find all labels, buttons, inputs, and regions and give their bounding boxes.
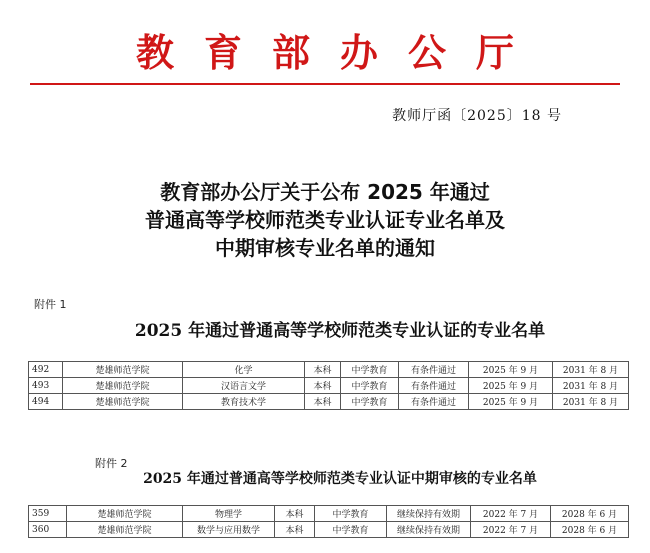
institution-name: 楚雄师范学院 bbox=[63, 394, 183, 410]
row-number: 360 bbox=[29, 522, 67, 538]
end-date: 2031 年 8 月 bbox=[553, 378, 629, 394]
attachment-2-title: 2025 年通过普通高等学校师范类专业认证中期审核的专业名单 bbox=[143, 471, 537, 487]
row-number: 359 bbox=[29, 506, 67, 522]
degree-level: 本科 bbox=[305, 362, 341, 378]
notice-title-line-2: 普通高等学校师范类专业认证专业名单及 bbox=[145, 208, 505, 232]
review-result: 继续保持有效期 bbox=[387, 506, 471, 522]
end-date: 2028 年 6 月 bbox=[551, 522, 629, 538]
institution-name: 楚雄师范学院 bbox=[67, 522, 183, 538]
education-level: 中学教育 bbox=[315, 506, 387, 522]
certification-result: 有条件通过 bbox=[399, 394, 469, 410]
table-row bbox=[29, 378, 629, 394]
row-number: 494 bbox=[29, 394, 63, 410]
institution-name: 楚雄师范学院 bbox=[67, 506, 183, 522]
certification-result: 有条件通过 bbox=[399, 362, 469, 378]
major-name: 汉语言文学 bbox=[183, 378, 305, 394]
certification-result: 有条件通过 bbox=[399, 378, 469, 394]
attachment-2-label: 附件 2 bbox=[95, 457, 128, 470]
red-divider-line bbox=[30, 83, 620, 85]
degree-level: 本科 bbox=[305, 394, 341, 410]
notice-title-line-3: 中期审核专业名单的通知 bbox=[215, 236, 435, 260]
major-name: 教育技术学 bbox=[183, 394, 305, 410]
major-name: 化学 bbox=[183, 362, 305, 378]
start-date: 2022 年 7 月 bbox=[471, 506, 551, 522]
end-date: 2028 年 6 月 bbox=[551, 506, 629, 522]
row-number: 493 bbox=[29, 378, 63, 394]
start-date: 2025 年 9 月 bbox=[469, 362, 553, 378]
notice-title bbox=[0, 178, 650, 262]
degree-level: 本科 bbox=[275, 506, 315, 522]
review-result: 继续保持有效期 bbox=[387, 522, 471, 538]
education-level: 中学教育 bbox=[341, 362, 399, 378]
education-level: 中学教育 bbox=[315, 522, 387, 538]
degree-level: 本科 bbox=[305, 378, 341, 394]
start-date: 2025 年 9 月 bbox=[469, 394, 553, 410]
major-name: 数学与应用数学 bbox=[183, 522, 275, 538]
table-row bbox=[29, 362, 629, 378]
education-level: 中学教育 bbox=[341, 378, 399, 394]
table-row bbox=[29, 522, 629, 538]
attachment-1-table bbox=[28, 361, 629, 410]
institution-name: 楚雄师范学院 bbox=[63, 378, 183, 394]
attachment-2-table bbox=[28, 505, 629, 538]
end-date: 2031 年 8 月 bbox=[553, 362, 629, 378]
attachment-1-label: 附件 1 bbox=[34, 298, 67, 311]
notice-title-line-1: 教育部办公厅关于公布 2025 年通过 bbox=[160, 180, 490, 204]
start-date: 2022 年 7 月 bbox=[471, 522, 551, 538]
institution-name: 楚雄师范学院 bbox=[63, 362, 183, 378]
education-level: 中学教育 bbox=[341, 394, 399, 410]
row-number: 492 bbox=[29, 362, 63, 378]
major-name: 物理学 bbox=[183, 506, 275, 522]
document-number: 教师厅函〔2025〕18 号 bbox=[392, 108, 562, 124]
table-row bbox=[29, 394, 629, 410]
attachment-1-title: 2025 年通过普通高等学校师范类专业认证的专业名单 bbox=[134, 321, 546, 341]
end-date: 2031 年 8 月 bbox=[553, 394, 629, 410]
start-date: 2025 年 9 月 bbox=[469, 378, 553, 394]
issuing-office-header: 教育部办公厅 bbox=[135, 30, 544, 75]
table-row bbox=[29, 506, 629, 522]
degree-level: 本科 bbox=[275, 522, 315, 538]
